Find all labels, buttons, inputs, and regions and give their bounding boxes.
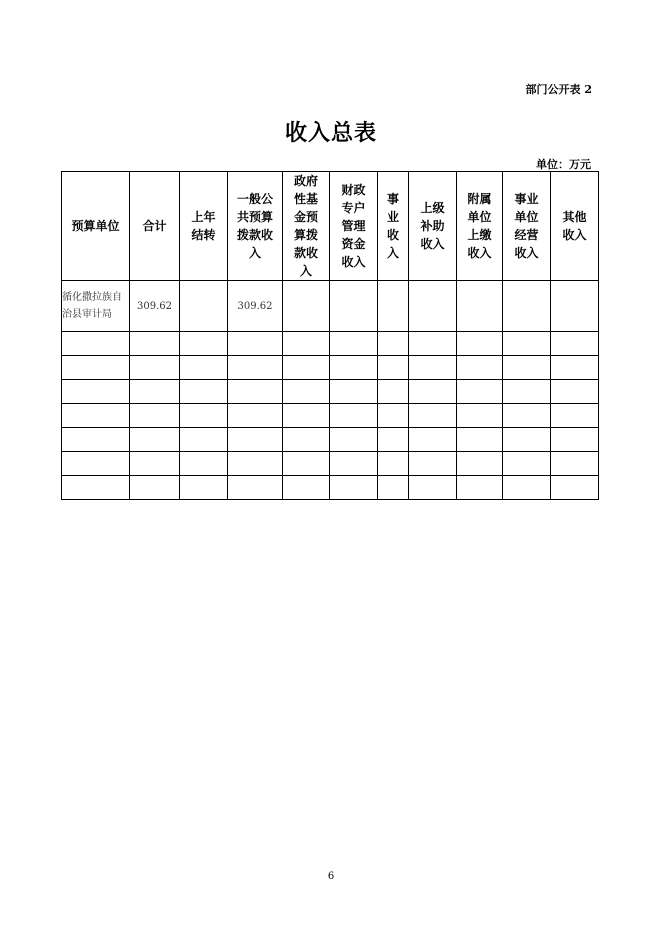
empty-cell xyxy=(130,356,180,380)
empty-cell xyxy=(180,380,228,404)
empty-cell xyxy=(330,404,378,428)
empty-cell xyxy=(457,428,503,452)
empty-cell xyxy=(62,404,130,428)
col-header-general-budget-allocation: 一般公 共预算 拨款收 入 xyxy=(228,172,283,281)
empty-cell xyxy=(130,452,180,476)
empty-cell xyxy=(62,428,130,452)
header-row xyxy=(62,172,599,281)
col-header-total: 合计 xyxy=(130,172,180,281)
empty-cell xyxy=(228,476,283,500)
empty-cell xyxy=(62,380,130,404)
empty-cell xyxy=(228,452,283,476)
table-row xyxy=(62,281,599,332)
empty-cell xyxy=(378,356,409,380)
cell-affiliate-remittance xyxy=(457,281,503,332)
empty-cell xyxy=(378,476,409,500)
empty-cell xyxy=(378,404,409,428)
empty-cell xyxy=(551,356,599,380)
col-header-government-fund-allocation: 政府 性基 金预 算拨 款收 入 xyxy=(283,172,330,281)
empty-cell xyxy=(457,380,503,404)
empty-cell xyxy=(283,404,330,428)
col-header-prior-year-carryover: 上年 结转 xyxy=(180,172,228,281)
empty-table-row xyxy=(62,428,599,452)
empty-cell xyxy=(283,428,330,452)
empty-cell xyxy=(457,332,503,356)
empty-cell xyxy=(551,380,599,404)
unit-label: 单位：万元 xyxy=(536,158,591,171)
page-number: 6 xyxy=(327,871,335,882)
empty-cell xyxy=(503,404,551,428)
col-header-budget-unit: 预算单位 xyxy=(62,172,130,281)
empty-cell xyxy=(228,404,283,428)
cell-budget-unit: 循化撒拉族自治县审计局 xyxy=(62,281,130,332)
empty-cell xyxy=(180,404,228,428)
empty-cell xyxy=(551,476,599,500)
empty-cell xyxy=(330,332,378,356)
empty-cell xyxy=(503,380,551,404)
empty-table-row xyxy=(62,356,599,380)
col-header-superior-subsidy: 上级 补助 收入 xyxy=(409,172,457,281)
empty-cell xyxy=(228,428,283,452)
empty-cell xyxy=(409,404,457,428)
form-number: 部门公开表 2 xyxy=(525,83,592,96)
empty-cell xyxy=(409,380,457,404)
empty-cell xyxy=(503,356,551,380)
cell-operating-income xyxy=(503,281,551,332)
empty-cell xyxy=(503,428,551,452)
cell-total: 309.62 xyxy=(130,281,180,332)
empty-cell xyxy=(330,452,378,476)
empty-table-row xyxy=(62,476,599,500)
empty-cell xyxy=(62,452,130,476)
empty-table-row xyxy=(62,380,599,404)
cell-government-fund-allocation xyxy=(283,281,330,332)
empty-cell xyxy=(62,332,130,356)
empty-cell xyxy=(503,332,551,356)
empty-cell xyxy=(283,452,330,476)
empty-cell xyxy=(283,380,330,404)
cell-general-budget-allocation: 309.62 xyxy=(228,281,283,332)
empty-table-row xyxy=(62,404,599,428)
empty-cell xyxy=(378,452,409,476)
empty-cell xyxy=(409,356,457,380)
empty-cell xyxy=(330,428,378,452)
cell-superior-subsidy xyxy=(409,281,457,332)
empty-cell xyxy=(409,332,457,356)
empty-cell xyxy=(409,476,457,500)
empty-cell xyxy=(330,380,378,404)
empty-cell xyxy=(180,356,228,380)
col-header-other-income: 其他 收入 xyxy=(551,172,599,281)
empty-cell xyxy=(180,428,228,452)
empty-cell xyxy=(180,476,228,500)
empty-cell xyxy=(457,404,503,428)
empty-cell xyxy=(130,476,180,500)
empty-cell xyxy=(62,476,130,500)
empty-cell xyxy=(457,452,503,476)
cell-prior-year-carryover xyxy=(180,281,228,332)
cell-special-account-funds xyxy=(330,281,378,332)
col-header-special-account-funds: 财政 专户 管理 资金 收入 xyxy=(330,172,378,281)
cell-other-income xyxy=(551,281,599,332)
empty-cell xyxy=(409,428,457,452)
col-header-business-income: 事 业 收 入 xyxy=(378,172,409,281)
empty-table-row xyxy=(62,452,599,476)
empty-cell xyxy=(283,356,330,380)
cell-business-income xyxy=(378,281,409,332)
empty-cell xyxy=(130,428,180,452)
col-header-affiliate-remittance: 附属 单位 上缴 收入 xyxy=(457,172,503,281)
empty-cell xyxy=(551,404,599,428)
empty-cell xyxy=(457,356,503,380)
empty-cell xyxy=(180,452,228,476)
empty-cell xyxy=(503,476,551,500)
empty-cell xyxy=(283,332,330,356)
empty-cell xyxy=(378,380,409,404)
empty-cell xyxy=(330,476,378,500)
empty-table-row xyxy=(62,332,599,356)
empty-cell xyxy=(180,332,228,356)
empty-cell xyxy=(130,404,180,428)
empty-cell xyxy=(330,356,378,380)
empty-cell xyxy=(551,452,599,476)
page-title: 收入总表 xyxy=(284,120,377,146)
income-summary-table xyxy=(61,171,599,500)
empty-cell xyxy=(228,380,283,404)
empty-cell xyxy=(457,476,503,500)
empty-cell xyxy=(378,332,409,356)
empty-cell xyxy=(130,380,180,404)
empty-cell xyxy=(503,452,551,476)
empty-cell xyxy=(62,356,130,380)
empty-cell xyxy=(551,332,599,356)
empty-cell xyxy=(228,332,283,356)
empty-cell xyxy=(283,476,330,500)
empty-cell xyxy=(378,428,409,452)
empty-cell xyxy=(551,428,599,452)
empty-cell xyxy=(228,356,283,380)
empty-cell xyxy=(409,452,457,476)
empty-cell xyxy=(130,332,180,356)
col-header-operating-income: 事业 单位 经营 收入 xyxy=(503,172,551,281)
